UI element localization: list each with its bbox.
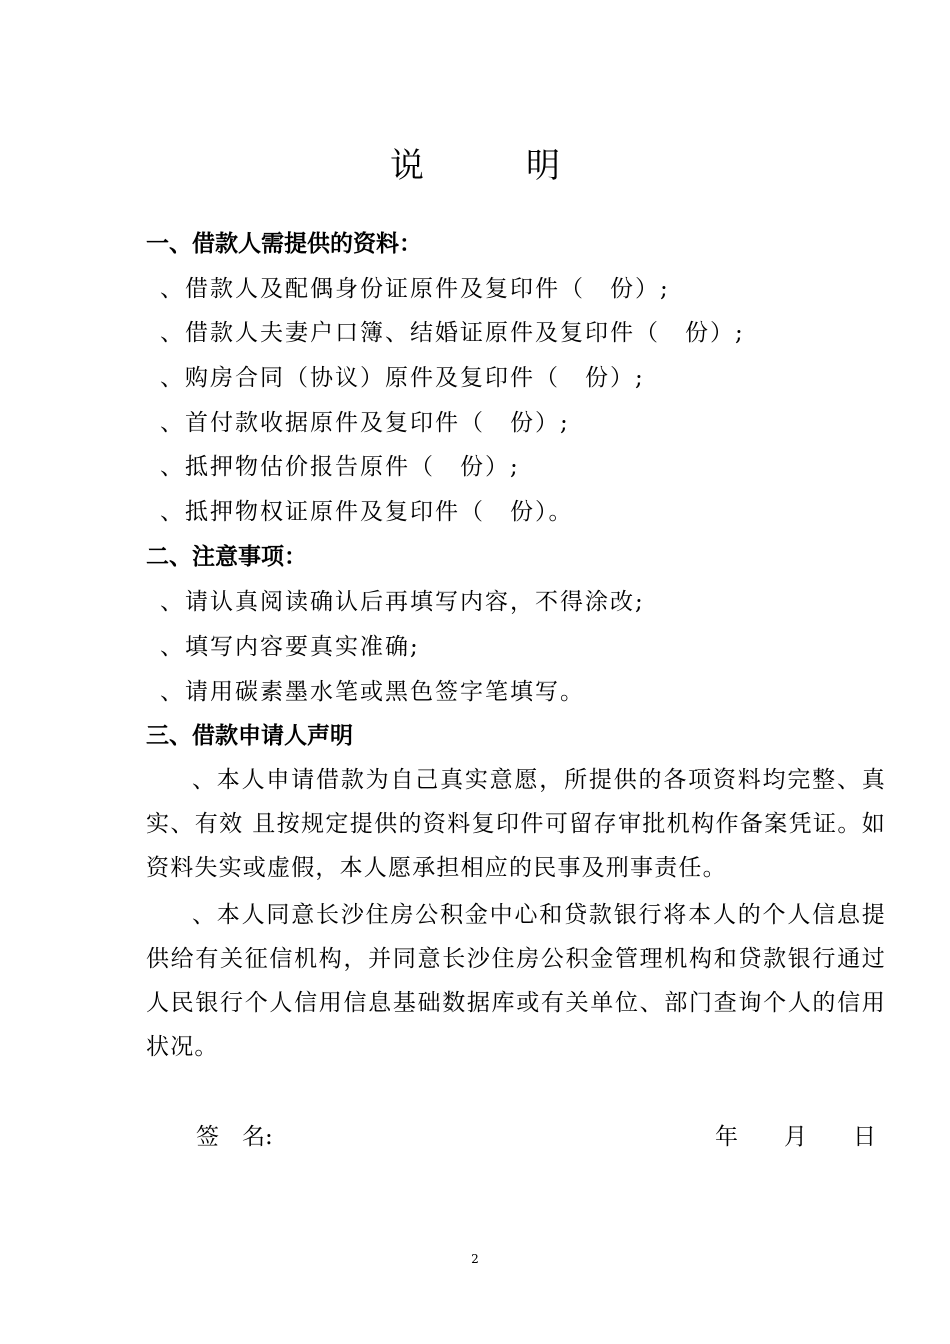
- list-item: 、抵押物权证原件及复印件（ 份）。: [160, 499, 574, 525]
- list-item: 、借款人夫妻户口簿、结婚证原件及复印件（ 份）;: [160, 320, 745, 346]
- section-heading-notes: 二、注意事项：: [146, 544, 307, 570]
- list-item: 、购房合同（协议）原件及复印件（ 份）;: [160, 365, 645, 391]
- list-item: 、借款人及配偶身份证原件及复印件（ 份）;: [160, 276, 670, 302]
- list-item: 、首付款收据原件及复印件（ 份）;: [160, 410, 570, 436]
- signature-label: 签 名:: [196, 1124, 273, 1150]
- declaration-paragraph: 、本人同意长沙住房公积金中心和贷款银行将本人的个人信息提供给有关征信机构，并同意长沙住房公积金管理机构和贷款银行通过人民银行个人信用信息基础数据库或有关单位、部门查询个人的信用状况。: [146, 902, 886, 1060]
- declaration-paragraph: 、本人申请借款为自己真实意愿，所提供的各项资料均完整、真实、有效 且按规定提供的资料复印件可留存审批机构作备案凭证。如资料失实或虚假，本人愿承担相应的民事及刑事责任。: [146, 767, 886, 881]
- page-title: 说 明: [390, 146, 560, 186]
- list-item: 、填写内容要真实准确;: [160, 634, 420, 660]
- list-item: 、请用碳素墨水笔或黑色签字笔填写。: [160, 679, 585, 705]
- section-heading-materials: 一、借款人需提供的资料：: [146, 231, 422, 257]
- list-item: 、抵押物估价报告原件（ 份）;: [160, 454, 520, 480]
- section-heading-declaration: 三、借款申请人声明: [146, 723, 353, 749]
- page-number: 2: [471, 1252, 479, 1266]
- list-item: 、请认真阅读确认后再填写内容，不得涂改;: [160, 589, 645, 615]
- date-field: 年 月 日: [715, 1124, 876, 1150]
